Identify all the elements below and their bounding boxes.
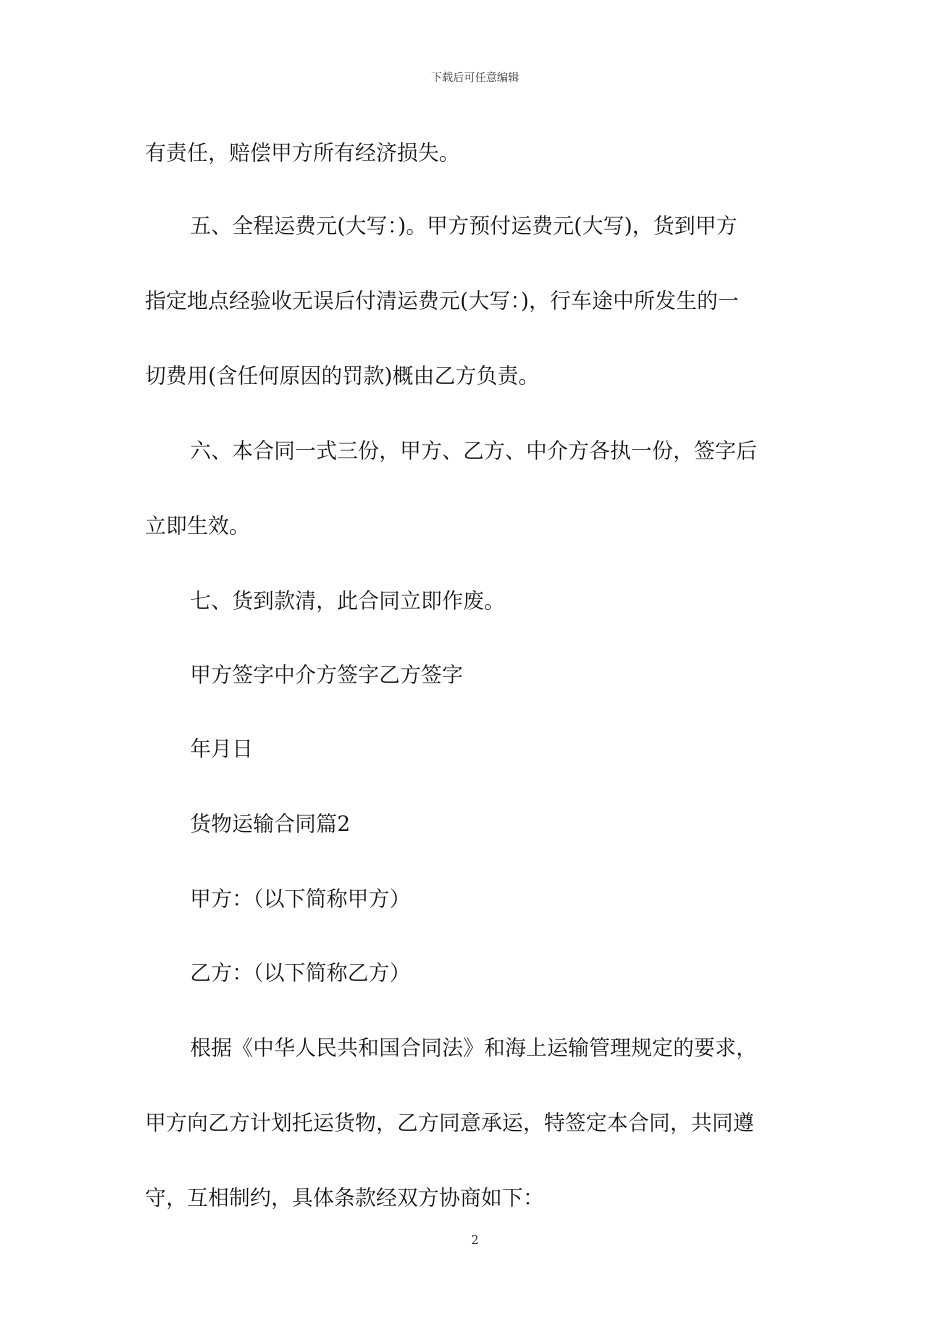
body-line-2: 五、全程运费元(大写：)。甲方预付运费元(大写)，货到甲方 [190,214,738,238]
section-title: 货物运输合同篇2 [190,812,351,836]
page-number: 2 [471,1233,479,1247]
page-header: 下载后可任意编辑 [431,71,519,84]
body-line-1: 有责任，赔偿甲方所有经济损失。 [145,141,460,165]
body-line-5: 六、本合同一式三份，甲方、乙方、中介方各执一份，签字后 [190,439,757,463]
body-line-7: 七、货到款清，此合同立即作废。 [190,589,505,613]
body-line-13: 根据《中华人民共和国合同法》和海上运输管理规定的要求， [190,1036,757,1060]
signature-line: 甲方签字中介方签字乙方签字 [190,663,463,687]
body-line-6: 立即生效。 [145,514,250,538]
body-line-15: 守，互相制约，具体条款经双方协商如下： [145,1186,544,1210]
party-b-line: 乙方：（以下简称乙方） [190,961,411,985]
party-a-line: 甲方：（以下简称甲方） [190,887,411,911]
body-line-3: 指定地点经验收无误后付清运费元(大写：)，行车途中所发生的一 [145,289,739,313]
body-line-4: 切费用(含任何原因的罚款)概由乙方负责。 [145,364,540,388]
body-line-14: 甲方向乙方计划托运货物，乙方同意承运，特签定本合同，共同遵 [145,1111,754,1135]
date-line: 年月日 [190,737,253,761]
